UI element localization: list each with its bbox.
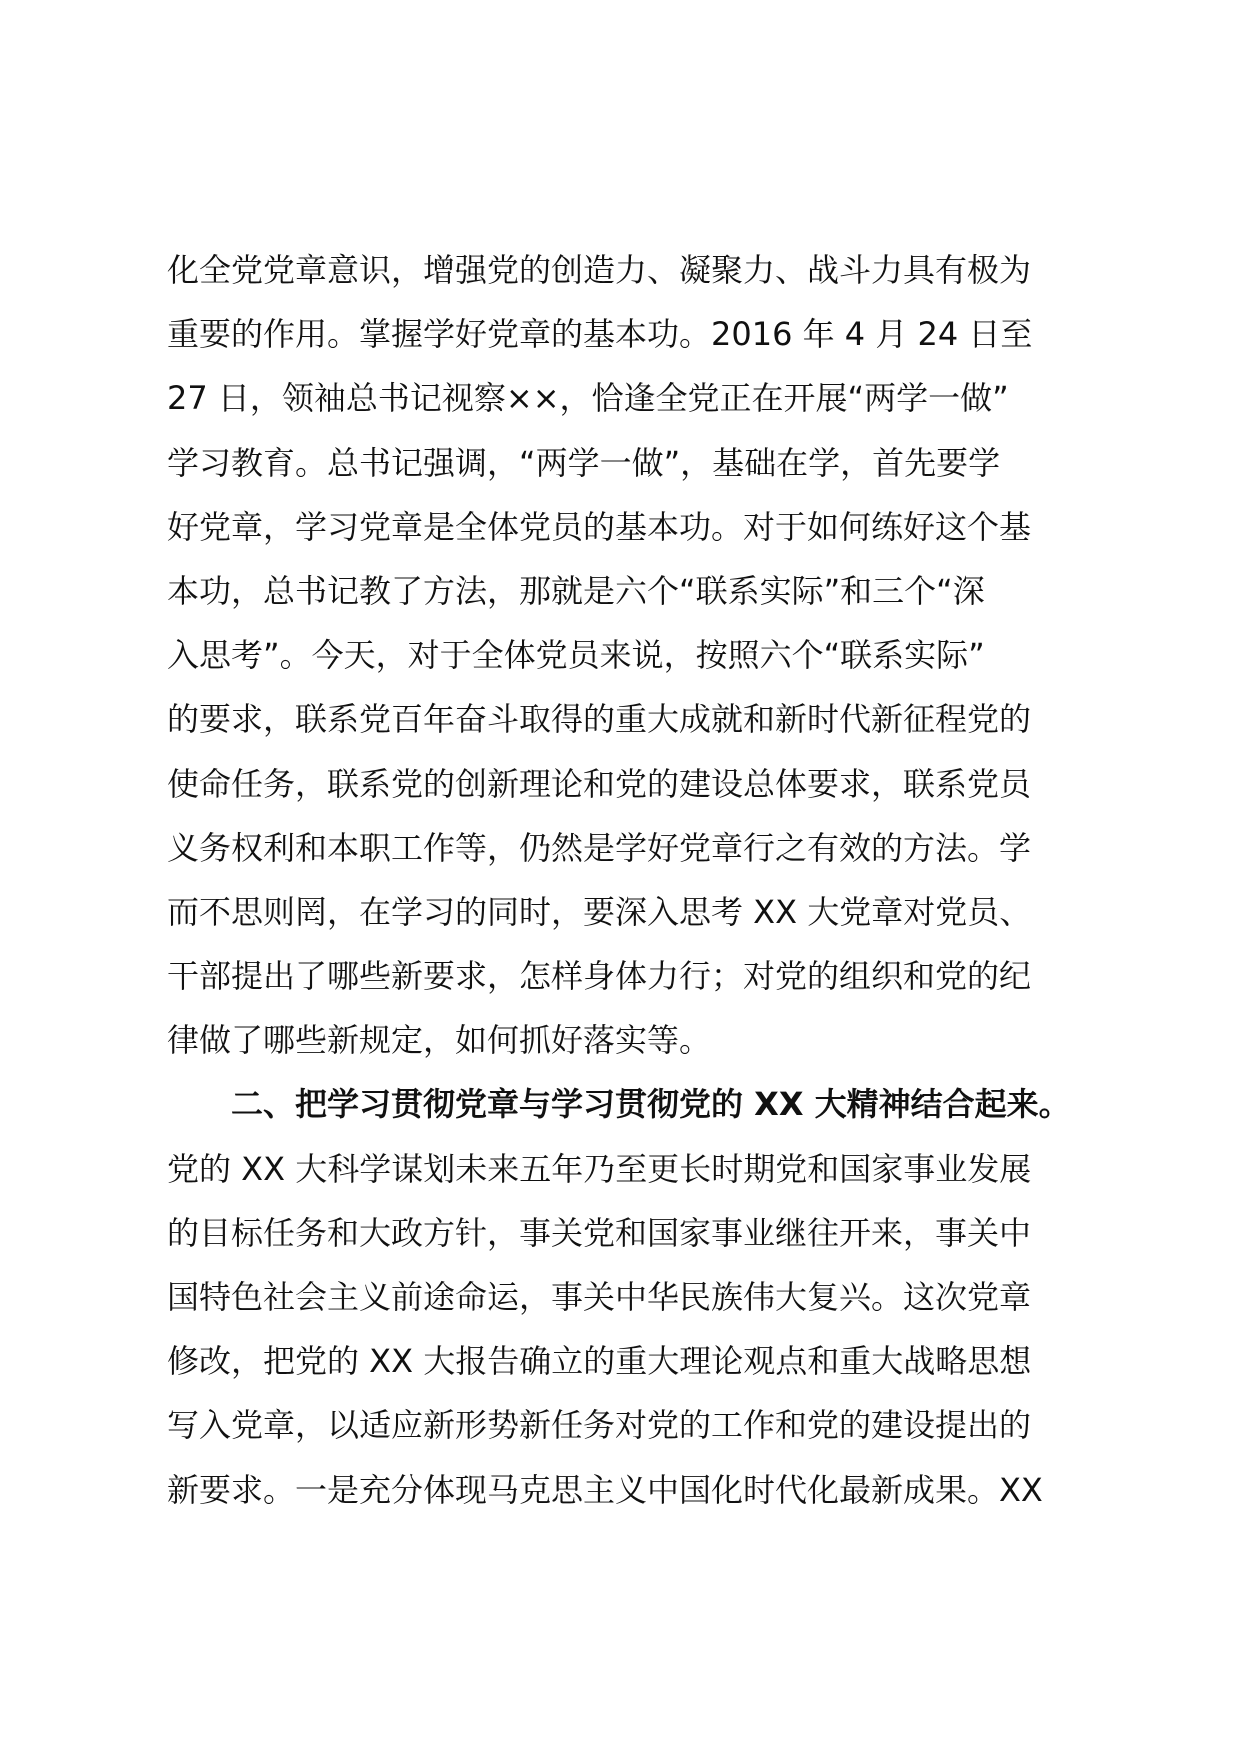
body-line: 27 日，领袖总书记视察××，恰逢全党正在开展“两学一做” [167, 379, 1009, 418]
body-line: 好党章，学习党章是全体党员的基本功。对于如何练好这个基 [167, 507, 1032, 546]
body-line: 写入党章，以适应新形势新任务对党的工作和党的建设提出的 [167, 1406, 1032, 1445]
body-line: 新要求。一是充分体现马克思主义中国化时代化最新成果。XX [167, 1470, 1043, 1509]
body-line: 党的 XX 大科学谋划未来五年乃至更长时期党和国家事业发展 [167, 1149, 1032, 1188]
body-line: 使命任务，联系党的创新理论和党的建设总体要求，联系党员 [167, 764, 1032, 803]
body-line: 律做了哪些新规定，如何抓好落实等。 [167, 1021, 712, 1060]
body-line: 干部提出了哪些新要求，怎样身体力行；对党的组织和党的纪 [167, 957, 1032, 996]
body-line: 的目标任务和大政方针，事关党和国家事业继往开来，事关中 [167, 1213, 1032, 1252]
body-line: 学习教育。总书记强调，“两学一做”，基础在学，首先要学 [167, 443, 1001, 482]
body-line: 的要求，联系党百年奋斗取得的重大成就和新时代新征程党的 [167, 700, 1032, 739]
body-line: 义务权利和本职工作等，仍然是学好党章行之有效的方法。学 [167, 828, 1032, 867]
document-body [167, 238, 1087, 1522]
body-line: 而不思则罔，在学习的同时，要深入思考 XX 大党章对党员、 [167, 892, 1032, 931]
body-line: 修改，把党的 XX 大报告确立的重大理论观点和重大战略思想 [167, 1342, 1032, 1381]
body-line: 化全党党章意识，增强党的创造力、凝聚力、战斗力具有极为 [167, 251, 1032, 289]
section-heading: 二、把学习贯彻党章与学习贯彻党的 XX 大精神结合起来。 [231, 1085, 1071, 1124]
body-line: 入思考”。今天，对于全体党员来说，按照六个“联系实际” [167, 636, 985, 675]
body-line: 重要的作用。掌握学好党章的基本功。2016 年 4 月 24 日至 [167, 315, 1033, 354]
body-line: 国特色社会主义前途命运，事关中华民族伟大复兴。这次党章 [167, 1278, 1032, 1316]
body-line: 本功，总书记教了方法，那就是六个“联系实际”和三个“深 [167, 571, 985, 610]
